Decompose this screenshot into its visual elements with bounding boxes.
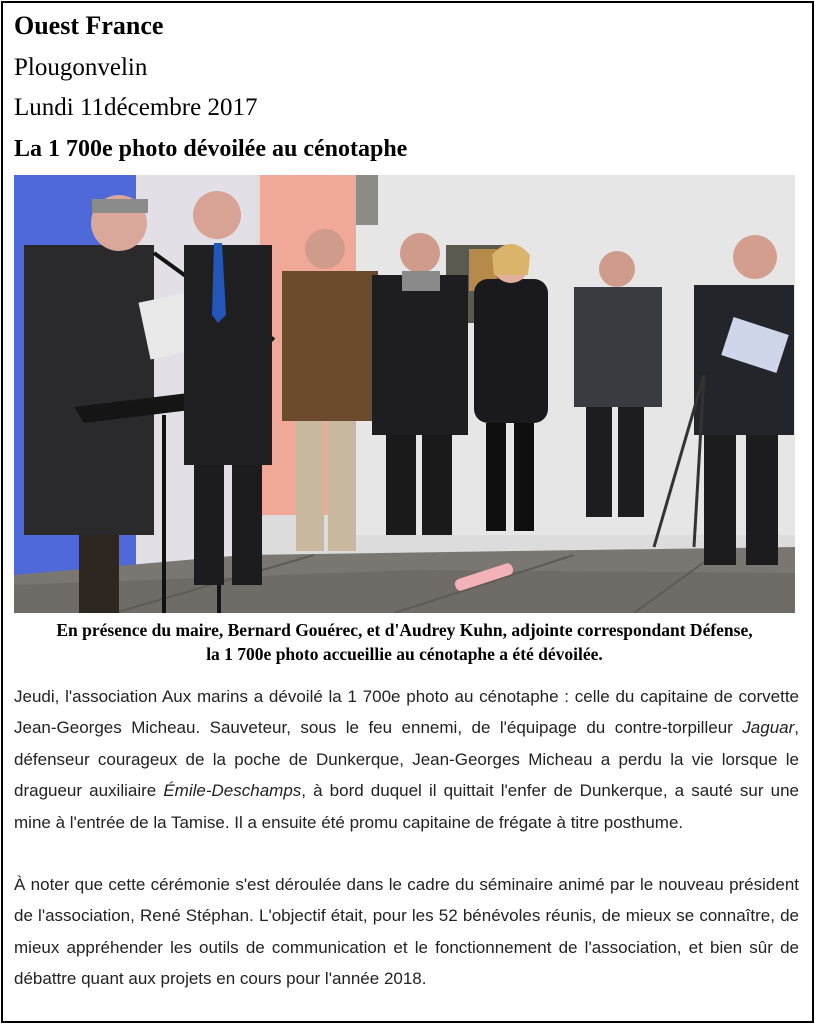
- photo-image-icon: [14, 175, 795, 613]
- caption-line-1: En présence du maire, Bernard Gouérec, et d'Audrey Kuhn, adjointe correspondant Défense,: [56, 620, 753, 640]
- article-date: Lundi 11décembre 2017: [14, 94, 258, 121]
- photo-caption: [14, 618, 795, 666]
- paragraph-1-part-2: , défenseur courageux de la poche de Dunkerque, Jean-Georges Micheau a perdu la vie lorsque le dragueur auxiliaire: [14, 718, 799, 801]
- article-location: Plougonvelin: [14, 54, 148, 81]
- caption-line-2: la 1 700e photo accueillie au cénotaphe a été dévoilée.: [206, 644, 603, 664]
- article-headline: La 1 700e photo dévoilée au cénotaphe: [14, 136, 408, 162]
- ship-name-jaguar: Jaguar: [742, 718, 795, 738]
- paragraph-1-part-3: , à bord duquel il quittait l'enfer de Dunkerque, a sauté sur une mine à l'entrée de la Tamise. Il a ensuite été promu capitaine de frégate à titre posthume.: [14, 781, 799, 832]
- article-body: [14, 681, 799, 995]
- ship-name-emile-deschamps: Émile-Deschamps: [163, 781, 302, 801]
- article-frame: [1, 1, 814, 1023]
- ceremony-photo: [14, 175, 795, 613]
- article-paragraph-1: [14, 681, 799, 838]
- newspaper-name: Ouest France: [14, 11, 164, 40]
- article-paragraph-2: À noter que cette cérémonie s'est déroulée dans le cadre du séminaire animé par le nouveau président de l'association, René Stéphan. L'objectif était, pour les 52 bénévoles réunis, de mieux se connaître, de mieux appréhender les outils de communication et le fonctionnement de l'association, et bien sûr de débattre quant aux projets en cours pour l'année 2018.: [14, 875, 799, 989]
- paragraph-1-part-1: Jeudi, l'association Aux marins a dévoilé la 1 700e photo au cénotaphe : celle du capitaine de corvette Jean-Georges Micheau. Sauveteur, sous le feu ennemi, de l'équipage du contre-torpilleur: [14, 687, 799, 738]
